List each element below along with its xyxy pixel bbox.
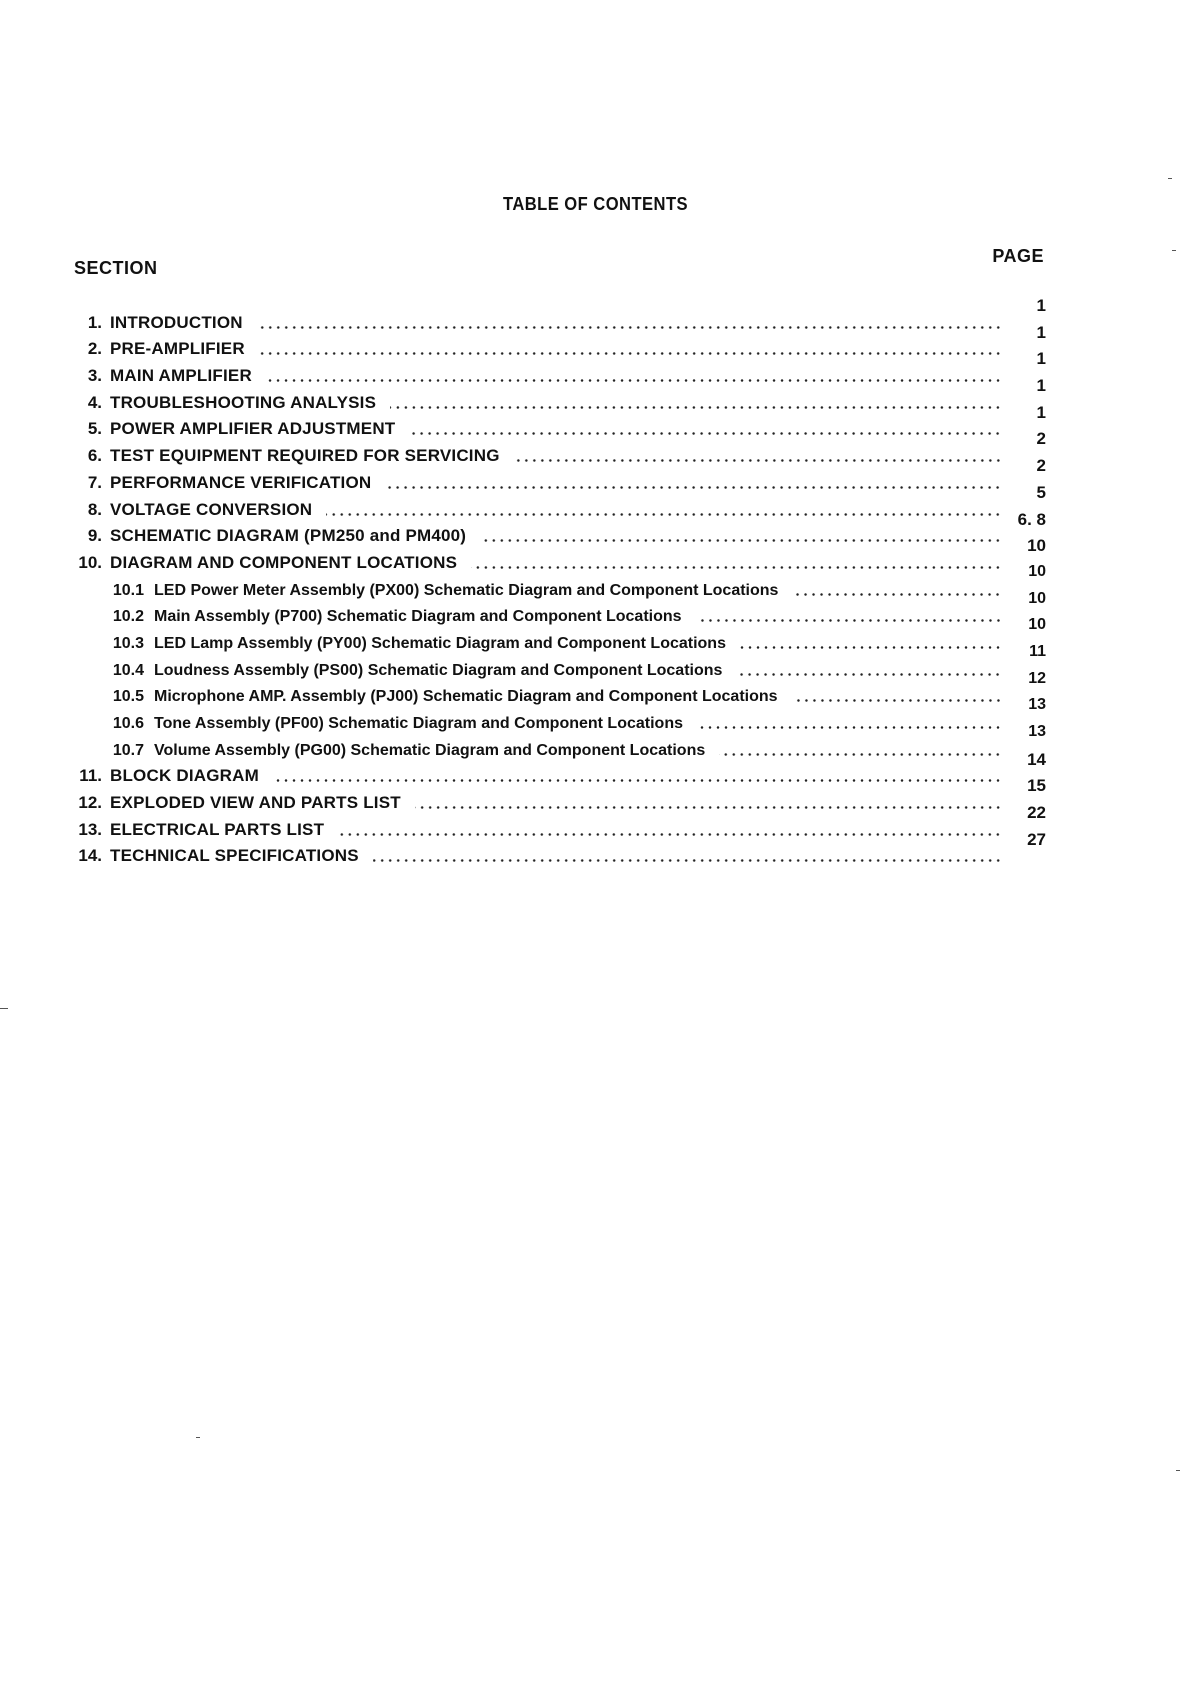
entry-number: 1. [87, 312, 102, 332]
leader-dots [259, 352, 1002, 355]
entry-number: 12. [78, 793, 102, 813]
entry-page: 1 [1036, 376, 1046, 396]
entry-label: VOLTAGE CONVERSION [110, 499, 313, 519]
entry-number: 10.5 [112, 688, 144, 706]
entry-page: 27 [1027, 829, 1046, 849]
entry-page: 1 [1036, 402, 1046, 422]
entry-label: Tone Assembly (PF00) Schematic Diagram and Component Locations [154, 715, 683, 732]
entry-number: 10.6 [112, 715, 144, 732]
leader-dots [792, 593, 1002, 596]
leader-dots [257, 326, 1002, 329]
entry-label: ELECTRICAL PARTS LIST [110, 819, 325, 839]
entry-label: PRE-AMPLIFIER [110, 339, 245, 359]
entry-number: 14. [78, 846, 102, 866]
section-column-header: SECTION [74, 258, 158, 278]
entry-number: 2. [87, 339, 102, 359]
leader-dots [373, 859, 1002, 862]
leader-dots [338, 833, 1002, 836]
scan-speck [196, 1437, 200, 1438]
scan-speck [0, 1008, 8, 1009]
leader-dots [696, 619, 1002, 622]
leader-dots [385, 486, 1002, 489]
entry-page: 13 [1028, 723, 1046, 740]
entry-label: TECHNICAL SPECIFICATIONS [110, 846, 359, 866]
entry-label: Loudness Assembly (PS00) Schematic Diagram and Component Locations [154, 661, 723, 679]
scan-speck [1176, 1470, 1180, 1471]
entry-label: Main Assembly (P700) Schematic Diagram and Component Locations [154, 608, 682, 626]
leader-dots [266, 379, 1002, 382]
entry-page: 1 [1036, 296, 1046, 315]
entry-page: 10 [1027, 536, 1046, 556]
leader-dots [792, 699, 1002, 702]
entry-number: 4. [87, 392, 102, 412]
entry-label: PERFORMANCE VERIFICATION [110, 472, 372, 492]
leader-dots [514, 459, 1002, 462]
entry-label: LED Power Meter Assembly (PX00) Schematic Diagram and Component Locations [154, 581, 779, 599]
entry-number: 8. [87, 499, 102, 519]
entry-page: 1 [1036, 349, 1046, 369]
entry-number: 9. [87, 526, 102, 546]
entry-page: 14 [1027, 749, 1046, 769]
entry-page: 11 [1029, 642, 1046, 660]
leader-dots [326, 513, 1002, 516]
entry-page: 13 [1028, 696, 1046, 714]
entry-page: 6. 8 [1017, 509, 1046, 529]
entry-number: 5. [87, 419, 102, 439]
entry-page: 2 [1036, 456, 1046, 476]
entry-label: Microphone AMP. Assembly (PJ00) Schematic Diagram and Component Locations [154, 688, 778, 706]
toc-subentry [74, 562, 1046, 600]
leader-dots [471, 566, 1002, 569]
entry-number: 10.1 [112, 581, 144, 599]
leader-dots [740, 646, 1002, 649]
leader-dots [736, 673, 1002, 676]
entry-page: 10 [1028, 562, 1046, 580]
entry-number: 13. [78, 819, 102, 839]
entry-number: 10. [78, 552, 102, 572]
entry-page: 2 [1036, 429, 1046, 449]
entry-number: 11. [79, 766, 102, 786]
entry-label: BLOCK DIAGRAM [110, 766, 259, 786]
entry-page: 5 [1036, 482, 1046, 502]
entry-number: 10.2 [112, 608, 144, 626]
entry-label: SCHEMATIC DIAGRAM (PM250 and PM400) [110, 526, 467, 546]
entry-label: EXPLODED VIEW AND PARTS LIST [110, 793, 401, 813]
entry-label: TEST EQUIPMENT REQUIRED FOR SERVICING [110, 446, 500, 466]
leader-dots [409, 432, 1002, 435]
scan-speck [1172, 250, 1176, 251]
entry-label: POWER AMPLIFIER ADJUSTMENT [110, 419, 396, 439]
leader-dots [390, 406, 1002, 409]
entry-number: 10.3 [112, 634, 144, 652]
leader-dots [415, 806, 1002, 809]
page-column-header: PAGE [992, 246, 1044, 266]
leader-dots [697, 726, 1002, 729]
entry-page: 12 [1028, 669, 1046, 687]
entry-page: 10 [1028, 589, 1046, 607]
entry-label: Volume Assembly (PG00) Schematic Diagram and Component Locations [154, 741, 706, 759]
entry-number: 3. [87, 366, 102, 386]
toc-title: TABLE OF CONTENTS [502, 194, 689, 214]
entry-page: 1 [1036, 322, 1046, 342]
entry-number: 10.4 [112, 661, 144, 679]
toc-list [74, 296, 1046, 866]
scan-speck [1168, 178, 1172, 179]
entry-page: 10 [1028, 616, 1046, 634]
leader-dots [273, 779, 1002, 782]
leader-dots [480, 539, 1002, 542]
entry-page: 15 [1027, 776, 1046, 796]
entry-label: DIAGRAM AND COMPONENT LOCATIONS [110, 552, 458, 572]
entry-number: 6. [87, 446, 102, 466]
entry-label: LED Lamp Assembly (PY00) Schematic Diagram and Component Locations [154, 634, 726, 652]
entry-number: 10.7 [112, 741, 144, 759]
entry-label: MAIN AMPLIFIER [110, 366, 252, 386]
entry-label: INTRODUCTION [110, 312, 243, 332]
entry-page: 22 [1027, 803, 1046, 823]
entry-number: 7. [87, 472, 102, 492]
entry-label: TROUBLESHOOTING ANALYSIS [110, 392, 377, 412]
leader-dots [719, 753, 1002, 756]
toc-entry [74, 296, 1046, 333]
